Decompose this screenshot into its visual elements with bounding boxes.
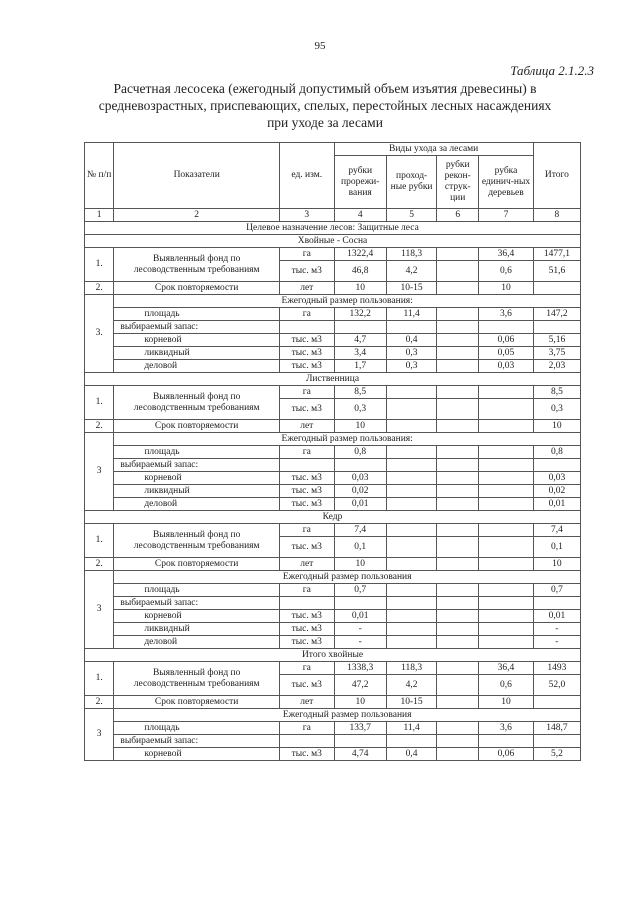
area-row xyxy=(85,308,581,321)
section-name: Хвойные - Сосна xyxy=(85,235,581,248)
value-cell: 0,03 xyxy=(533,472,580,485)
value-cell xyxy=(437,282,479,295)
value-cell xyxy=(437,498,479,511)
annual-label: Ежегодный размер пользования xyxy=(114,709,581,722)
area-row xyxy=(85,584,581,597)
unit-cell: лет xyxy=(280,696,335,709)
unit-cell: тыс. м3 xyxy=(280,748,335,761)
value-cell: 4,2 xyxy=(386,675,436,696)
value-cell: 3,6 xyxy=(479,308,534,321)
section-header-row xyxy=(85,373,581,386)
value-cell: 7,4 xyxy=(533,524,580,537)
unit-cell: га xyxy=(280,248,335,261)
stock-label: выбираемый запас: xyxy=(114,321,280,334)
unit-cell: тыс. м3 xyxy=(280,636,335,649)
value-cell xyxy=(437,399,479,420)
value-cell xyxy=(437,610,479,623)
header-num: № п/п xyxy=(85,143,114,209)
empty-cell xyxy=(334,459,386,472)
value-cell xyxy=(437,696,479,709)
col-number: 2 xyxy=(114,209,280,222)
col-number: 7 xyxy=(479,209,534,222)
value-cell: 147,2 xyxy=(533,308,580,321)
empty-cell xyxy=(386,735,436,748)
value-cell: 0,01 xyxy=(533,498,580,511)
value-cell xyxy=(386,472,436,485)
empty-cell xyxy=(280,597,335,610)
stock-label: выбираемый запас: xyxy=(114,597,280,610)
unit-cell: га xyxy=(280,584,335,597)
value-cell: 2,03 xyxy=(533,360,580,373)
fund-row xyxy=(85,662,581,675)
empty-cell xyxy=(533,597,580,610)
business-row xyxy=(85,360,581,373)
value-cell: 0,8 xyxy=(334,446,386,459)
value-cell xyxy=(386,498,436,511)
column-numbers-row xyxy=(85,209,581,222)
empty-cell xyxy=(280,459,335,472)
value-cell: 10-15 xyxy=(386,696,436,709)
value-cell: - xyxy=(334,636,386,649)
root-label: корневой xyxy=(114,610,280,623)
value-cell: 3,6 xyxy=(479,722,534,735)
value-cell: 8,5 xyxy=(334,386,386,399)
liquid-label: ликвидный xyxy=(114,623,280,636)
unit-cell: тыс. м3 xyxy=(280,610,335,623)
area-label: площадь xyxy=(114,722,280,735)
value-cell: 0,3 xyxy=(386,347,436,360)
value-cell: 132,2 xyxy=(334,308,386,321)
liquid-label: ликвидный xyxy=(114,347,280,360)
table-label: Таблица 2.1.2.3 xyxy=(510,63,594,78)
empty-cell xyxy=(533,459,580,472)
value-cell: 0,01 xyxy=(533,610,580,623)
section-name: Лиственница xyxy=(85,373,581,386)
value-cell xyxy=(437,308,479,321)
liquid-row xyxy=(85,347,581,360)
unit-cell: лет xyxy=(280,420,335,433)
section-header-row xyxy=(85,649,581,662)
empty-cell xyxy=(334,735,386,748)
value-cell: 0,6 xyxy=(479,261,534,282)
value-cell xyxy=(479,610,534,623)
value-cell: 133,7 xyxy=(334,722,386,735)
value-cell: 10 xyxy=(334,420,386,433)
unit-cell: тыс. м3 xyxy=(280,399,335,420)
unit-cell: тыс. м3 xyxy=(280,485,335,498)
value-cell: 0,03 xyxy=(334,472,386,485)
annual-label: Ежегодный размер пользования: xyxy=(114,295,581,308)
value-cell: 0,06 xyxy=(479,334,534,347)
value-cell: 3,75 xyxy=(533,347,580,360)
value-cell: 1322,4 xyxy=(334,248,386,261)
unit-cell: лет xyxy=(280,558,335,571)
value-cell xyxy=(479,472,534,485)
root-row xyxy=(85,334,581,347)
row-number: 1. xyxy=(85,248,114,282)
value-cell: 1338,3 xyxy=(334,662,386,675)
value-cell: 1493 xyxy=(533,662,580,675)
section-header-row xyxy=(85,235,581,248)
value-cell: 4,74 xyxy=(334,748,386,761)
value-cell xyxy=(437,248,479,261)
value-cell xyxy=(533,696,580,709)
annual-row xyxy=(85,295,581,308)
unit-cell: тыс. м3 xyxy=(280,537,335,558)
value-cell: - xyxy=(334,623,386,636)
row-number: 2. xyxy=(85,558,114,571)
root-row xyxy=(85,472,581,485)
value-cell: 8,5 xyxy=(533,386,580,399)
value-cell xyxy=(479,558,534,571)
value-cell: - xyxy=(533,623,580,636)
unit-cell: га xyxy=(280,662,335,675)
stock-label: выбираемый запас: xyxy=(114,735,280,748)
page-number: 95 xyxy=(314,40,326,52)
section-name: Итого хвойные xyxy=(85,649,581,662)
row-number: 2. xyxy=(85,420,114,433)
value-cell xyxy=(437,623,479,636)
unit-cell: тыс. м3 xyxy=(280,623,335,636)
value-cell xyxy=(386,610,436,623)
value-cell: 0,3 xyxy=(334,399,386,420)
value-cell: 5,16 xyxy=(533,334,580,347)
fund-row xyxy=(85,386,581,399)
value-cell: 10 xyxy=(334,282,386,295)
empty-cell xyxy=(479,459,534,472)
root-label: корневой xyxy=(114,748,280,761)
empty-cell xyxy=(386,597,436,610)
value-cell: 10 xyxy=(479,282,534,295)
row-number: 2. xyxy=(85,696,114,709)
value-cell: 0,4 xyxy=(386,748,436,761)
value-cell: 0,6 xyxy=(479,675,534,696)
table-title: Расчетная лесосека (ежегодный допустимый объем изъятия древесины) в средневозрастных, приспевающих, спелых, перестойных лесных насаждениях при уходе за лесами xyxy=(98,81,552,130)
unit-cell: тыс. м3 xyxy=(280,498,335,511)
value-cell xyxy=(479,623,534,636)
value-cell xyxy=(437,636,479,649)
liquid-row xyxy=(85,485,581,498)
period-label: Срок повторяемости xyxy=(114,558,280,571)
purpose-row xyxy=(85,222,581,235)
unit-cell: тыс. м3 xyxy=(280,472,335,485)
value-cell: 10 xyxy=(479,696,534,709)
area-label: площадь xyxy=(114,584,280,597)
annual-row xyxy=(85,433,581,446)
value-cell: 51,6 xyxy=(533,261,580,282)
col-number: 3 xyxy=(280,209,335,222)
value-cell xyxy=(386,636,436,649)
empty-cell xyxy=(386,459,436,472)
empty-cell xyxy=(334,321,386,334)
header-care-types: Виды ухода за лесами xyxy=(334,143,533,156)
empty-cell xyxy=(437,321,479,334)
annual-row xyxy=(85,571,581,584)
period-row xyxy=(85,420,581,433)
header-total: Итого xyxy=(533,143,580,209)
value-cell xyxy=(437,472,479,485)
fund-row xyxy=(85,248,581,261)
empty-cell xyxy=(437,735,479,748)
stock-row xyxy=(85,597,581,610)
period-label: Срок повторяемости xyxy=(114,420,280,433)
value-cell: 0,1 xyxy=(334,537,386,558)
value-cell: 0,4 xyxy=(386,334,436,347)
col-number: 5 xyxy=(386,209,436,222)
empty-cell xyxy=(533,321,580,334)
value-cell xyxy=(533,282,580,295)
value-cell: 47,2 xyxy=(334,675,386,696)
value-cell: 0,05 xyxy=(479,347,534,360)
fund-label: Выявленный фонд по лесоводственным требованиям xyxy=(114,248,280,282)
period-row xyxy=(85,696,581,709)
section-name: Кедр xyxy=(85,511,581,524)
business-row xyxy=(85,636,581,649)
value-cell: 10 xyxy=(533,420,580,433)
row-number: 3 xyxy=(85,571,114,649)
period-row xyxy=(85,282,581,295)
header-passage: проход-ные рубки xyxy=(386,156,436,209)
period-label: Срок повторяемости xyxy=(114,282,280,295)
unit-cell: тыс. м3 xyxy=(280,675,335,696)
header-unit: ед. изм. xyxy=(280,143,335,209)
unit-cell: тыс. м3 xyxy=(280,347,335,360)
value-cell: 10 xyxy=(334,558,386,571)
row-number: 1. xyxy=(85,524,114,558)
value-cell xyxy=(437,334,479,347)
liquid-row xyxy=(85,623,581,636)
annual-row xyxy=(85,709,581,722)
unit-cell: тыс. м3 xyxy=(280,360,335,373)
value-cell xyxy=(386,537,436,558)
value-cell xyxy=(437,537,479,558)
value-cell: 11,4 xyxy=(386,308,436,321)
value-cell xyxy=(479,537,534,558)
root-label: корневой xyxy=(114,472,280,485)
value-cell xyxy=(386,524,436,537)
section-header-row xyxy=(85,511,581,524)
stock-label: выбираемый запас: xyxy=(114,459,280,472)
value-cell: 36,4 xyxy=(479,248,534,261)
value-cell: 0,3 xyxy=(386,360,436,373)
value-cell: 5,2 xyxy=(533,748,580,761)
header-thinning: рубки прорежи-вания xyxy=(334,156,386,209)
forest-cutting-table xyxy=(84,142,581,761)
value-cell xyxy=(479,524,534,537)
value-cell: 1,7 xyxy=(334,360,386,373)
header-single-tree: рубка единич-ных деревьев xyxy=(479,156,534,209)
business-row xyxy=(85,498,581,511)
value-cell: 148,7 xyxy=(533,722,580,735)
value-cell: 4,7 xyxy=(334,334,386,347)
stock-row xyxy=(85,459,581,472)
unit-cell: га xyxy=(280,446,335,459)
value-cell xyxy=(437,662,479,675)
unit-cell: га xyxy=(280,308,335,321)
value-cell xyxy=(437,524,479,537)
period-row xyxy=(85,558,581,571)
unit-cell: га xyxy=(280,722,335,735)
purpose-label: Целевое назначение лесов: Защитные леса xyxy=(85,222,581,235)
value-cell: 36,4 xyxy=(479,662,534,675)
value-cell xyxy=(479,420,534,433)
value-cell xyxy=(386,623,436,636)
area-row xyxy=(85,446,581,459)
value-cell: 1477,1 xyxy=(533,248,580,261)
value-cell: 52,0 xyxy=(533,675,580,696)
value-cell xyxy=(386,584,436,597)
liquid-label: ликвидный xyxy=(114,485,280,498)
value-cell: 0,7 xyxy=(334,584,386,597)
value-cell xyxy=(437,485,479,498)
area-row xyxy=(85,722,581,735)
value-cell: - xyxy=(533,636,580,649)
value-cell xyxy=(437,347,479,360)
area-label: площадь xyxy=(114,308,280,321)
value-cell: 0,03 xyxy=(479,360,534,373)
empty-cell xyxy=(479,735,534,748)
row-number: 2. xyxy=(85,282,114,295)
row-number: 1. xyxy=(85,662,114,696)
row-number: 3 xyxy=(85,709,114,761)
unit-cell: га xyxy=(280,524,335,537)
unit-cell: га xyxy=(280,386,335,399)
value-cell: 0,8 xyxy=(533,446,580,459)
value-cell: 0,06 xyxy=(479,748,534,761)
col-number: 1 xyxy=(85,209,114,222)
fund-label: Выявленный фонд по лесоводственным требованиям xyxy=(114,662,280,696)
value-cell xyxy=(479,386,534,399)
value-cell: 0,02 xyxy=(334,485,386,498)
stock-row xyxy=(85,321,581,334)
value-cell: 46,8 xyxy=(334,261,386,282)
business-label: деловой xyxy=(114,636,280,649)
unit-cell: лет xyxy=(280,282,335,295)
value-cell xyxy=(437,420,479,433)
value-cell: 118,3 xyxy=(386,248,436,261)
root-label: корневой xyxy=(114,334,280,347)
value-cell: 11,4 xyxy=(386,722,436,735)
empty-cell xyxy=(386,321,436,334)
empty-cell xyxy=(437,459,479,472)
root-row xyxy=(85,610,581,623)
value-cell xyxy=(386,446,436,459)
value-cell: 0,3 xyxy=(533,399,580,420)
empty-cell xyxy=(280,321,335,334)
empty-cell xyxy=(334,597,386,610)
value-cell: 10-15 xyxy=(386,282,436,295)
value-cell: 0,7 xyxy=(533,584,580,597)
area-label: площадь xyxy=(114,446,280,459)
value-cell: 10 xyxy=(533,558,580,571)
value-cell: 0,02 xyxy=(533,485,580,498)
value-cell xyxy=(437,446,479,459)
value-cell xyxy=(437,584,479,597)
value-cell xyxy=(437,386,479,399)
annual-label: Ежегодный размер пользования xyxy=(114,571,581,584)
value-cell: 10 xyxy=(334,696,386,709)
value-cell: 0,1 xyxy=(533,537,580,558)
value-cell xyxy=(437,360,479,373)
header-reconstruction: рубки рекон-струк-ции xyxy=(437,156,479,209)
value-cell xyxy=(437,261,479,282)
business-label: деловой xyxy=(114,360,280,373)
value-cell xyxy=(479,446,534,459)
header-indicators: Показатели xyxy=(114,143,280,209)
row-number: 3. xyxy=(85,295,114,373)
empty-cell xyxy=(479,321,534,334)
empty-cell xyxy=(437,597,479,610)
value-cell: 3,4 xyxy=(334,347,386,360)
fund-row xyxy=(85,524,581,537)
period-label: Срок повторяемости xyxy=(114,696,280,709)
value-cell xyxy=(437,675,479,696)
value-cell xyxy=(479,636,534,649)
value-cell xyxy=(386,558,436,571)
empty-cell xyxy=(280,735,335,748)
value-cell: 7,4 xyxy=(334,524,386,537)
value-cell xyxy=(386,399,436,420)
value-cell: 118,3 xyxy=(386,662,436,675)
business-label: деловой xyxy=(114,498,280,511)
annual-label: Ежегодный размер пользования: xyxy=(114,433,581,446)
value-cell: 0,01 xyxy=(334,498,386,511)
value-cell xyxy=(437,722,479,735)
value-cell xyxy=(479,399,534,420)
empty-cell xyxy=(479,597,534,610)
value-cell xyxy=(479,485,534,498)
value-cell xyxy=(386,386,436,399)
empty-cell xyxy=(533,735,580,748)
header-row xyxy=(85,143,581,156)
value-cell xyxy=(437,558,479,571)
unit-cell: тыс. м3 xyxy=(280,261,335,282)
fund-label: Выявленный фонд по лесоводственным требованиям xyxy=(114,524,280,558)
root-row xyxy=(85,748,581,761)
value-cell: 4,2 xyxy=(386,261,436,282)
value-cell xyxy=(386,485,436,498)
value-cell: 0,01 xyxy=(334,610,386,623)
stock-row xyxy=(85,735,581,748)
col-number: 4 xyxy=(334,209,386,222)
col-number: 8 xyxy=(533,209,580,222)
value-cell xyxy=(437,748,479,761)
fund-label: Выявленный фонд по лесоводственным требованиям xyxy=(114,386,280,420)
col-number: 6 xyxy=(437,209,479,222)
row-number: 3 xyxy=(85,433,114,511)
value-cell xyxy=(479,584,534,597)
value-cell xyxy=(479,498,534,511)
unit-cell: тыс. м3 xyxy=(280,334,335,347)
value-cell xyxy=(386,420,436,433)
row-number: 1. xyxy=(85,386,114,420)
